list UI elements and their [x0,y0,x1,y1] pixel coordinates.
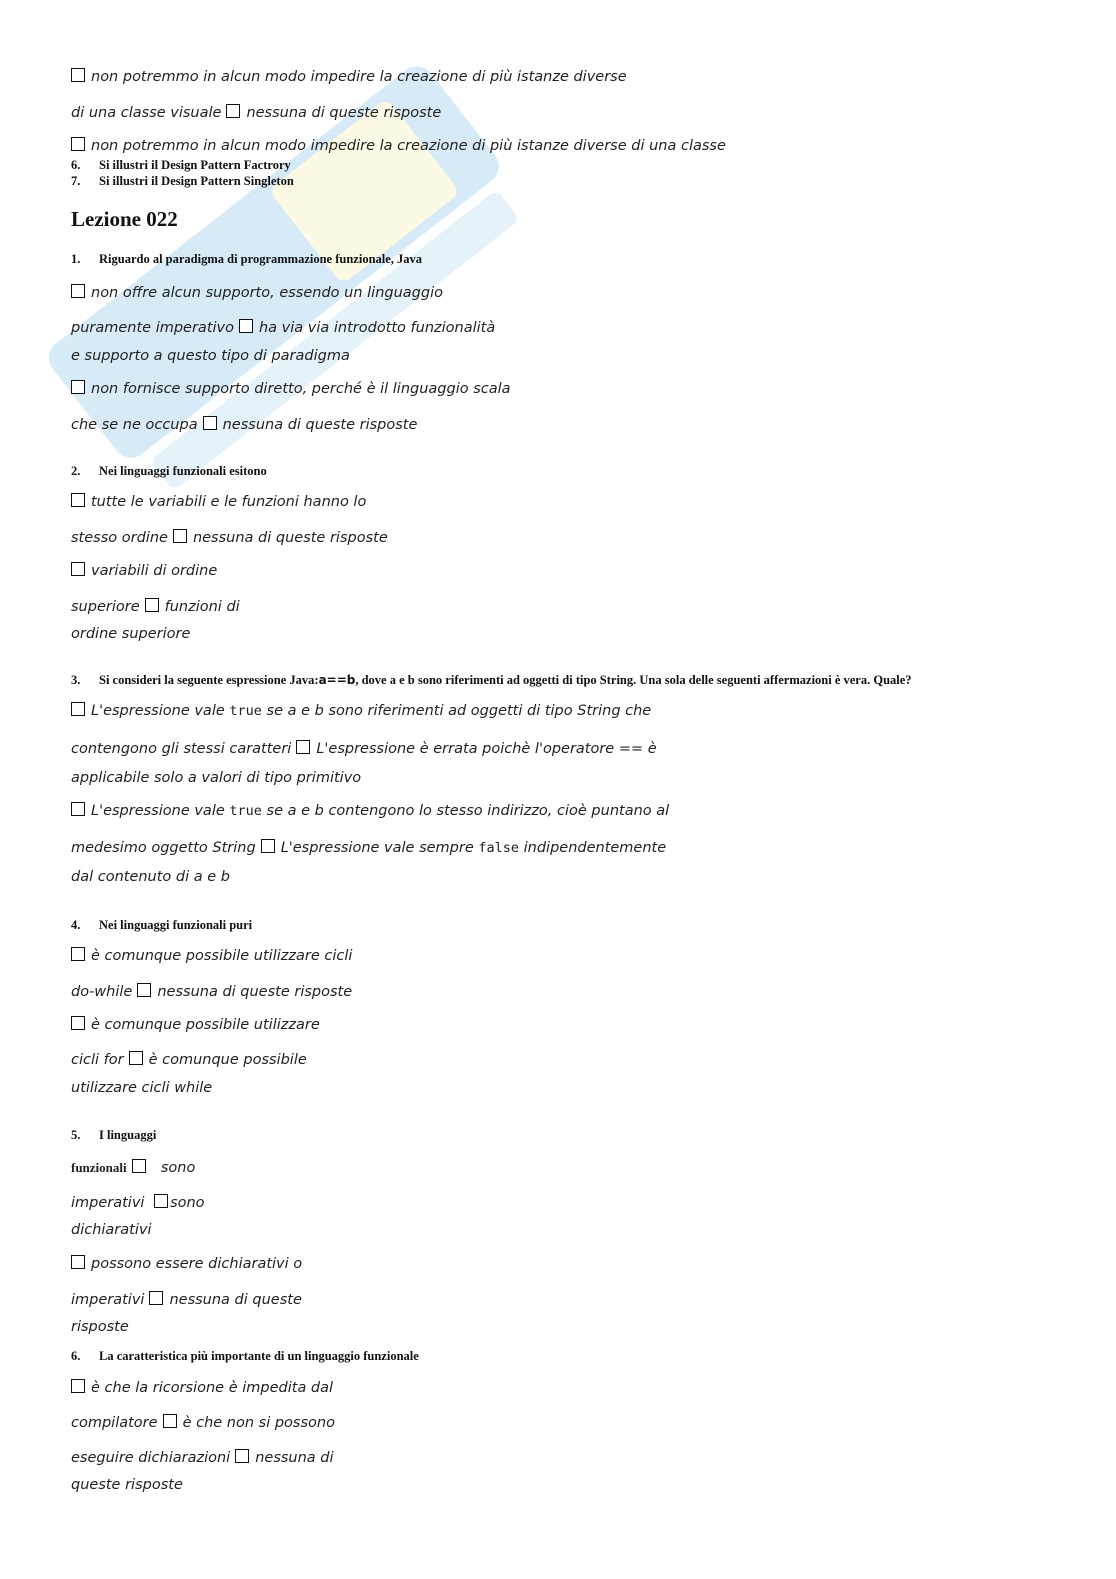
question-5: 5. I linguaggi [71,1128,157,1142]
question-1: 1. Riguardo al paradigma di programmazione funzionale, Java [71,252,423,266]
checkbox[interactable] [71,802,85,816]
answer-option: eseguire dichiarazioni nessuna di [71,1450,334,1466]
checkbox[interactable] [132,1159,146,1173]
question-7-prev: 7. Si illustri il Design Pattern Singleton [71,174,294,188]
answer-option: L'espressione vale true se a e b sono riferimenti ad oggetti di tipo String che [71,702,651,719]
checkbox[interactable] [235,1449,249,1463]
question-6: 6. La caratteristica più importante di un linguaggio funzionale [71,1349,419,1363]
answer-option: imperativi sono [71,1195,205,1211]
answer-text: utilizzare cicli while [71,1080,213,1096]
answer-option: contengono gli stessi caratteri L'espressione è errata poichè l'operatore == è [71,741,657,757]
answer-option: funzionali sono [71,1160,196,1176]
checkbox[interactable] [71,1255,85,1269]
answer-text: dichiarativi [71,1222,152,1238]
answer-option: compilatore è che non si possono [71,1415,335,1431]
checkbox[interactable] [71,493,85,507]
answer-text: e supporto a questo tipo di paradigma [71,348,350,364]
checkbox[interactable] [145,598,159,612]
lesson-title: Lezione 022 [71,207,178,231]
checkbox[interactable] [71,562,85,576]
question-6-prev: 6. Si illustri il Design Pattern Factrory [71,158,291,172]
answer-option: di una classe visuale nessuna di queste risposte [71,105,442,121]
answer-option: medesimo oggetto String L'espressione vale sempre false indipendentemente [71,840,667,856]
checkbox[interactable] [296,740,310,754]
checkbox[interactable] [226,104,240,118]
checkbox[interactable] [149,1291,163,1305]
answer-option: non fornisce supporto diretto, perché è il linguaggio scala [71,380,511,397]
answer-option: puramente imperativo ha via via introdotto funzionalità [71,320,496,336]
answer-option: che se ne occupa nessuna di queste risposte [71,417,418,433]
checkbox[interactable] [71,1016,85,1030]
question-4: 4. Nei linguaggi funzionali puri [71,918,253,932]
answer-option: non offre alcun supporto, essendo un linguaggio [71,284,443,301]
answer-text: dal contenuto di a e b [71,869,230,885]
answer-option: non potremmo in alcun modo impedire la creazione di più istanze diverse [71,68,627,85]
answer-option: superiore funzioni di [71,599,240,615]
checkbox[interactable] [71,284,85,298]
answer-text: applicabile solo a valori di tipo primitivo [71,770,362,786]
answer-option: tutte le variabili e le funzioni hanno lo [71,493,366,510]
checkbox[interactable] [239,319,253,333]
answer-option: è che la ricorsione è impedita dal [71,1379,333,1396]
checkbox[interactable] [163,1414,177,1428]
checkbox[interactable] [71,380,85,394]
checkbox[interactable] [129,1051,143,1065]
question-2: 2. Nei linguaggi funzionali esitono [71,464,267,478]
checkbox[interactable] [173,529,187,543]
checkbox[interactable] [71,137,85,151]
answer-option: imperativi nessuna di queste [71,1292,302,1308]
checkbox[interactable] [71,68,85,82]
answer-option: cicli for è comunque possibile [71,1052,307,1068]
checkbox[interactable] [137,983,151,997]
answer-option: non potremmo in alcun modo impedire la creazione di più istanze diverse di una classe [71,137,726,154]
answer-option: è comunque possibile utilizzare cicli [71,947,352,964]
checkbox[interactable] [203,416,217,430]
answer-option: possono essere dichiarativi o [71,1255,302,1272]
checkbox[interactable] [71,1379,85,1393]
answer-option: variabili di ordine [71,562,217,579]
answer-text: queste risposte [71,1477,183,1493]
answer-text: risposte [71,1319,129,1335]
checkbox[interactable] [154,1194,168,1208]
checkbox[interactable] [71,947,85,961]
question-3: 3. Si consideri la seguente espressione Java:a==b, dove a e b sono riferimenti ad oggetti di tipo String. Una sola delle seguenti affermazioni è vera. Quale? [71,673,912,687]
answer-option: L'espressione vale true se a e b contengono lo stesso indirizzo, cioè puntano al [71,802,669,819]
answer-option: è comunque possibile utilizzare [71,1016,320,1033]
answer-option: do-while nessuna di queste risposte [71,984,353,1000]
answer-option: stesso ordine nessuna di queste risposte [71,530,388,546]
checkbox[interactable] [71,702,85,716]
answer-text: ordine superiore [71,626,191,642]
checkbox[interactable] [261,839,275,853]
